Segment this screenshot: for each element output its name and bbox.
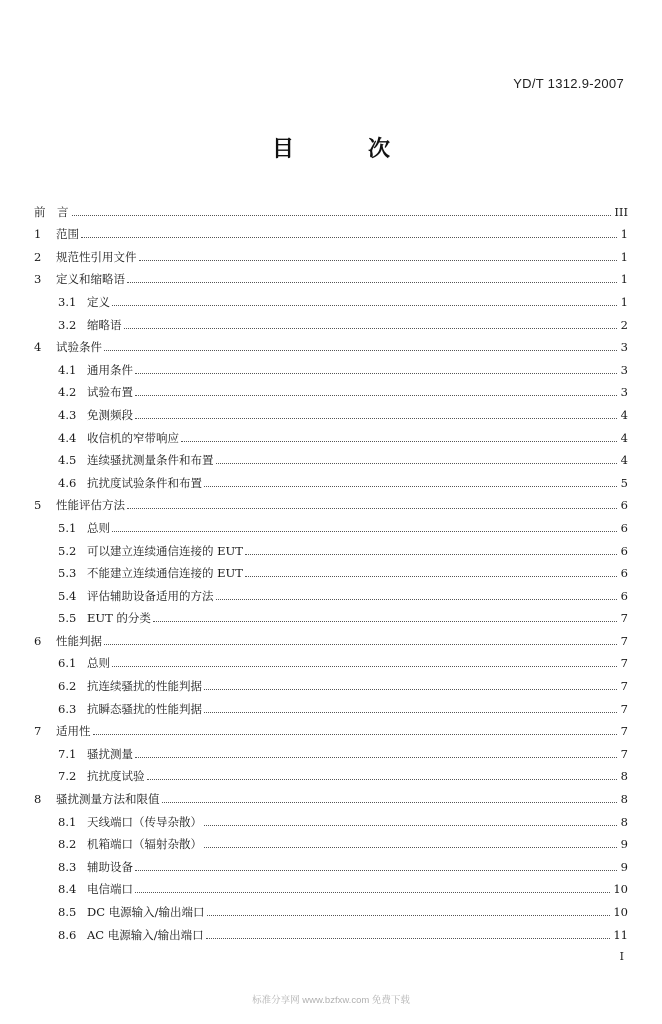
toc-entry[interactable] [34, 377, 628, 400]
toc-entry[interactable] [34, 490, 628, 513]
toc-leader-dots [204, 824, 617, 826]
toc-leader-dots [204, 688, 617, 690]
toc-entry-title: 性能评估方法 [56, 498, 125, 513]
toc-entry-number: 8.5 [58, 905, 77, 919]
toc-entry-number: 5.5 [58, 611, 77, 626]
toc-entry-page: 10 [613, 882, 628, 897]
toc-entry-title: 定义 [87, 294, 110, 309]
toc-entry-title: 辅助设备 [87, 859, 133, 874]
toc-entry-number: 8.4 [58, 882, 77, 897]
toc-entry-page: 10 [613, 905, 628, 919]
toc-entry[interactable] [34, 196, 628, 219]
toc-leader-dots [127, 281, 617, 283]
toc-entry-page: 4 [620, 430, 628, 445]
toc-entry[interactable] [34, 512, 628, 535]
toc-entry-number: 8.3 [58, 859, 77, 874]
toc-entry-number: 4 [34, 340, 42, 355]
toc-leader-dots [135, 372, 617, 374]
toc-entry-page: 6 [620, 520, 628, 535]
toc-leader-dots [206, 937, 611, 939]
toc-entry-number: 7.1 [58, 746, 77, 761]
toc-entry-page: 8 [620, 769, 628, 784]
toc-entry[interactable] [34, 693, 628, 716]
toc-leader-dots [245, 575, 617, 577]
toc-entry-title: 抗连续骚扰的性能判据 [87, 679, 202, 694]
toc-entry-title: 性能判据 [56, 633, 102, 648]
toc-entry-number: 6.2 [58, 679, 77, 694]
toc-entry-number: 5.4 [58, 588, 77, 603]
toc-entry-number: 6.1 [58, 656, 77, 671]
toc-entry-page: 4 [620, 453, 628, 468]
toc-entry-title: EUT 的分类 [87, 611, 151, 626]
toc-entry-title: 电信端口 [87, 882, 133, 897]
toc-leader-dots [135, 417, 617, 419]
toc-entry[interactable] [34, 738, 628, 761]
toc-entry-number: 4.5 [58, 453, 77, 468]
toc-entry[interactable] [34, 558, 628, 581]
toc-entry-title: 天线端口（传导杂散） [87, 814, 202, 829]
toc-entry-number: 7 [34, 724, 42, 739]
toc-entry-number: 3 [34, 272, 42, 287]
toc-leader-dots [135, 756, 617, 758]
toc-entry[interactable] [34, 603, 628, 626]
toc-leader-dots [139, 259, 618, 261]
toc-entry-page: 11 [613, 927, 628, 942]
toc-entry[interactable] [34, 648, 628, 671]
toc-leader-dots [181, 440, 617, 442]
toc-entry[interactable] [34, 829, 628, 852]
toc-entry-number: 6.3 [58, 701, 77, 716]
toc-entry-title: 通用条件 [87, 362, 133, 377]
toc-entry-title: 试验条件 [56, 340, 102, 355]
toc-entry-title: 抗瞬态骚扰的性能判据 [87, 701, 202, 716]
toc-entry[interactable] [34, 670, 628, 693]
toc-leader-dots [216, 598, 618, 600]
toc-entry-title: 定义和缩略语 [56, 272, 125, 287]
toc-entry[interactable] [34, 219, 628, 242]
toc-entry-page: 1 [620, 294, 628, 309]
toc-leader-dots [124, 327, 618, 329]
toc-entry-page: 2 [620, 317, 628, 332]
toc-entry-page: III [614, 204, 628, 219]
toc-leader-dots [112, 665, 617, 667]
toc-entry-page: 3 [620, 362, 628, 377]
toc-entry-number: 1 [34, 227, 42, 242]
toc-leader-dots [127, 507, 617, 509]
toc-entry-page: 1 [620, 249, 628, 264]
toc-entry-page: 8 [620, 792, 628, 807]
toc-entry-number: 5.3 [58, 566, 77, 581]
toc-entry[interactable] [34, 286, 628, 309]
toc-entry-number: 8.1 [58, 814, 77, 829]
toc-entry[interactable] [34, 919, 628, 942]
toc-entry[interactable] [34, 783, 628, 806]
toc-entry[interactable] [34, 422, 628, 445]
toc-entry-title: 总则 [87, 520, 110, 535]
toc-entry[interactable] [34, 851, 628, 874]
toc-entry[interactable] [34, 580, 628, 603]
toc-entry[interactable] [34, 806, 628, 829]
toc-entry-page: 7 [620, 724, 628, 739]
document-id: YD/T 1312.9-2007 [513, 76, 624, 91]
toc-entry-page: 1 [620, 272, 628, 287]
toc-entry-page: 9 [620, 859, 628, 874]
toc-entry-page: 7 [620, 611, 628, 626]
toc-entry-title: 免测频段 [87, 407, 133, 422]
toc-entry-title: 骚扰测量方法和限值 [56, 792, 160, 807]
toc-entry-page: 1 [620, 227, 628, 242]
toc-entry[interactable] [34, 716, 628, 739]
table-of-contents [34, 196, 628, 942]
toc-entry-number: 4.2 [58, 385, 77, 400]
toc-entry-number: 4.6 [58, 475, 77, 490]
toc-entry-page: 6 [620, 588, 628, 603]
page-title: 目 次 [271, 136, 416, 162]
toc-entry-number: 5 [34, 498, 42, 513]
toc-entry-title: 适用性 [56, 724, 91, 739]
toc-entry[interactable] [34, 896, 628, 919]
toc-entry-number: 8 [34, 792, 42, 807]
toc-leader-dots [204, 846, 617, 848]
toc-entry-page: 7 [620, 746, 628, 761]
toc-entry[interactable] [34, 761, 628, 784]
toc-entry-title: 抗扰度试验 [87, 769, 145, 784]
toc-entry[interactable] [34, 354, 628, 377]
toc-entry-number: 6 [34, 633, 42, 648]
toc-entry-title: 连续骚扰测量条件和布置 [87, 453, 214, 468]
toc-entry-title: 缩略语 [87, 317, 122, 332]
toc-entry-title: 可以建立连续通信连接的 EUT [87, 543, 243, 558]
toc-leader-dots [162, 801, 618, 803]
toc-entry-number: 8.6 [58, 927, 77, 942]
toc-entry-number: 4.4 [58, 430, 77, 445]
toc-entry[interactable] [34, 874, 628, 897]
toc-entry-page: 7 [620, 679, 628, 694]
toc-entry[interactable] [34, 309, 628, 332]
toc-entry-page: 3 [620, 385, 628, 400]
toc-leader-dots [204, 485, 617, 487]
toc-entry-number: 4.3 [58, 407, 77, 422]
toc-leader-dots [104, 349, 617, 351]
toc-entry-number: 8.2 [58, 837, 77, 852]
toc-entry-page: 7 [620, 656, 628, 671]
toc-entry-number: 前 言 [34, 204, 69, 219]
toc-entry[interactable] [34, 264, 628, 287]
toc-entry-number: 5.2 [58, 543, 77, 558]
toc-entry-number: 7.2 [58, 769, 77, 784]
toc-entry-title: 总则 [87, 656, 110, 671]
toc-entry-title: AC 电源输入/输出端口 [87, 927, 204, 942]
toc-entry-title: 规范性引用文件 [56, 249, 137, 264]
watermark: 标准分享网 www.bzfxw.com 免费下载 [252, 995, 410, 1006]
toc-leader-dots [147, 778, 618, 780]
toc-entry[interactable] [34, 445, 628, 468]
toc-entry-title: 不能建立连续通信连接的 EUT [87, 566, 243, 581]
toc-entry-page: 4 [620, 407, 628, 422]
toc-leader-dots [112, 304, 617, 306]
toc-entry-title: 骚扰测量 [87, 746, 133, 761]
toc-entry-page: 9 [620, 837, 628, 852]
toc-entry-title: 评估辅助设备适用的方法 [87, 588, 214, 603]
toc-entry-title: 机箱端口（辐射杂散） [87, 837, 202, 852]
toc-leader-dots [204, 711, 617, 713]
toc-entry-page: 6 [620, 498, 628, 513]
toc-entry[interactable] [34, 467, 628, 490]
toc-entry-title: DC 电源输入/输出端口 [87, 905, 205, 919]
toc-leader-dots [135, 891, 610, 893]
toc-leader-dots [93, 733, 618, 735]
toc-leader-dots [135, 869, 617, 871]
toc-entry-number: 5.1 [58, 520, 77, 535]
toc-entry[interactable] [34, 241, 628, 264]
toc-leader-dots [216, 462, 618, 464]
toc-leader-dots [207, 914, 611, 916]
toc-entry[interactable] [34, 332, 628, 355]
toc-entry-title: 收信机的窄带响应 [87, 430, 179, 445]
toc-leader-dots [135, 394, 617, 396]
toc-entry-page: 8 [620, 814, 628, 829]
toc-leader-dots [112, 530, 617, 532]
toc-entry-number: 4.1 [58, 362, 77, 377]
toc-leader-dots [104, 643, 617, 645]
toc-entry-title: 范围 [56, 227, 79, 242]
toc-entry-number: 3.2 [58, 317, 77, 332]
toc-entry[interactable] [34, 535, 628, 558]
toc-leader-dots [245, 553, 617, 555]
page-number: I [619, 950, 624, 963]
toc-entry[interactable] [34, 625, 628, 648]
toc-leader-dots [72, 214, 611, 216]
toc-leader-dots [81, 236, 617, 238]
toc-entry-title: 抗扰度试验条件和布置 [87, 475, 202, 490]
toc-entry-number: 2 [34, 249, 42, 264]
toc-entry-page: 5 [620, 475, 628, 490]
toc-leader-dots [153, 620, 617, 622]
toc-entry-title: 试验布置 [87, 385, 133, 400]
toc-entry-page: 3 [620, 340, 628, 355]
toc-entry[interactable] [34, 399, 628, 422]
toc-entry-page: 7 [620, 701, 628, 716]
toc-entry-number: 3.1 [58, 294, 77, 309]
toc-entry-page: 6 [620, 566, 628, 581]
toc-entry-page: 7 [620, 633, 628, 648]
toc-entry-page: 6 [620, 543, 628, 558]
